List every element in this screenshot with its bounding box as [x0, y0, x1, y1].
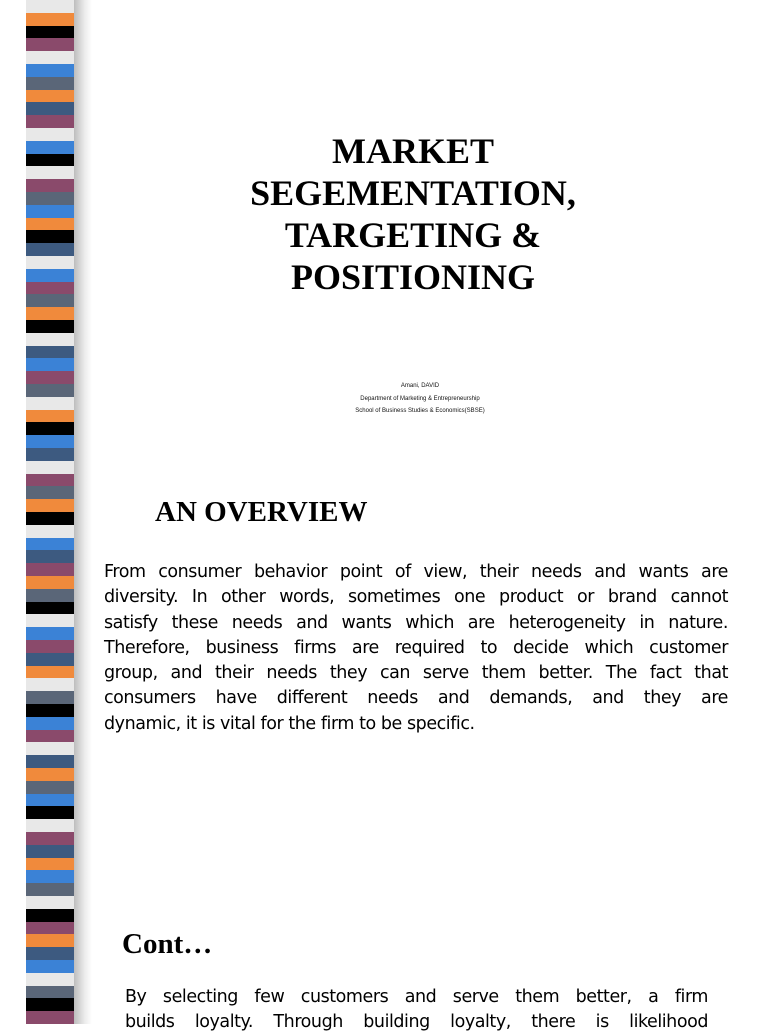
decorative-stripe-border — [26, 0, 74, 1024]
title-line: MARKET — [332, 131, 494, 171]
paragraph-line: consumers have different needs and demands, and they are — [104, 688, 728, 709]
cont-paragraph — [125, 985, 708, 1036]
title-line: TARGETING & — [284, 215, 542, 255]
slide-title — [160, 130, 666, 298]
overview-paragraph — [104, 560, 728, 737]
author-name: Amani, DAVID — [400, 383, 440, 389]
paragraph-line: From consumer behavior point of view, their needs and wants are — [104, 562, 728, 582]
paragraph-line: Therefore, business firms are required to decide which customer — [104, 637, 728, 658]
stripe-segment — [26, 1011, 74, 1024]
author-block — [270, 380, 570, 418]
author-department: Department of Marketing & Entrepreneurship — [360, 395, 480, 402]
paragraph-line: builds loyalty. Through building loyalty, there is likelihood — [125, 1012, 708, 1033]
paragraph-line: By selecting few customers and serve them better, a firm — [125, 987, 708, 1007]
paragraph-line: satisfy these needs and wants which are heterogeneity in nature. — [104, 612, 728, 633]
paragraph-line: dynamic, it is vital for the firm to be specific. — [104, 713, 475, 734]
title-line: SEGEMENTATION, — [250, 173, 576, 213]
paragraph-line: group, and their needs they can serve them better. The fact that — [104, 663, 728, 684]
author-school: School of Business Studies & Economics(SBSE) — [355, 408, 485, 414]
stripe-border-shadow — [74, 0, 92, 1024]
title-line: POSITIONING — [290, 257, 536, 297]
cont-heading: Cont… — [122, 928, 213, 960]
paragraph-line: diversity. In other words, sometimes one product or brand cannot — [104, 587, 728, 608]
overview-heading: AN OVERVIEW — [155, 496, 368, 528]
